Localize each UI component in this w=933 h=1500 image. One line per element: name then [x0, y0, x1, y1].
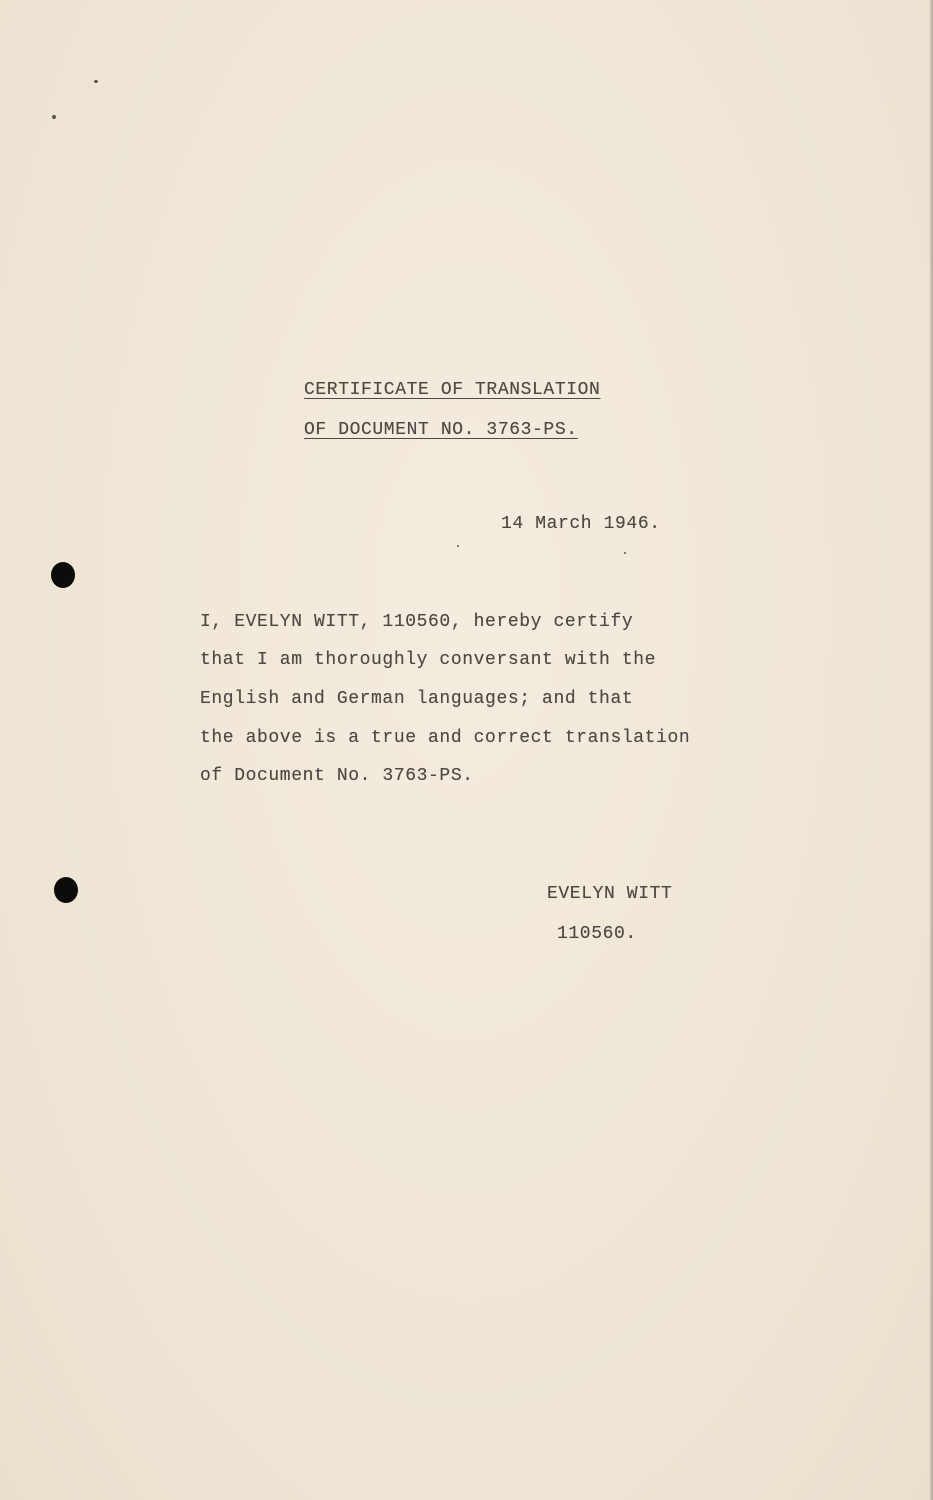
signature-name: EVELYN WITT [547, 884, 673, 904]
certificate-body-line: the above is a true and correct translation [200, 728, 691, 748]
paper-speck [624, 552, 626, 554]
certificate-title-line2: OF DOCUMENT NO. 3763-PS. [304, 420, 578, 440]
paper-speck [94, 80, 98, 83]
punch-hole-top [51, 562, 75, 588]
signature-number: 110560. [557, 924, 637, 944]
punch-hole-bottom [54, 877, 78, 903]
certificate-title-line1: CERTIFICATE OF TRANSLATION [304, 380, 601, 400]
certificate-body-line: of Document No. 3763-PS. [200, 766, 474, 786]
certificate-body-line: English and German languages; and that [200, 689, 634, 709]
certificate-date: 14 March 1946. [501, 514, 661, 534]
paper-speck [52, 115, 56, 119]
certificate-body-line: that I am thoroughly conversant with the [200, 650, 657, 670]
certificate-body-line: I, EVELYN WITT, 110560, hereby certify [200, 612, 634, 632]
paper-speck [457, 545, 459, 547]
